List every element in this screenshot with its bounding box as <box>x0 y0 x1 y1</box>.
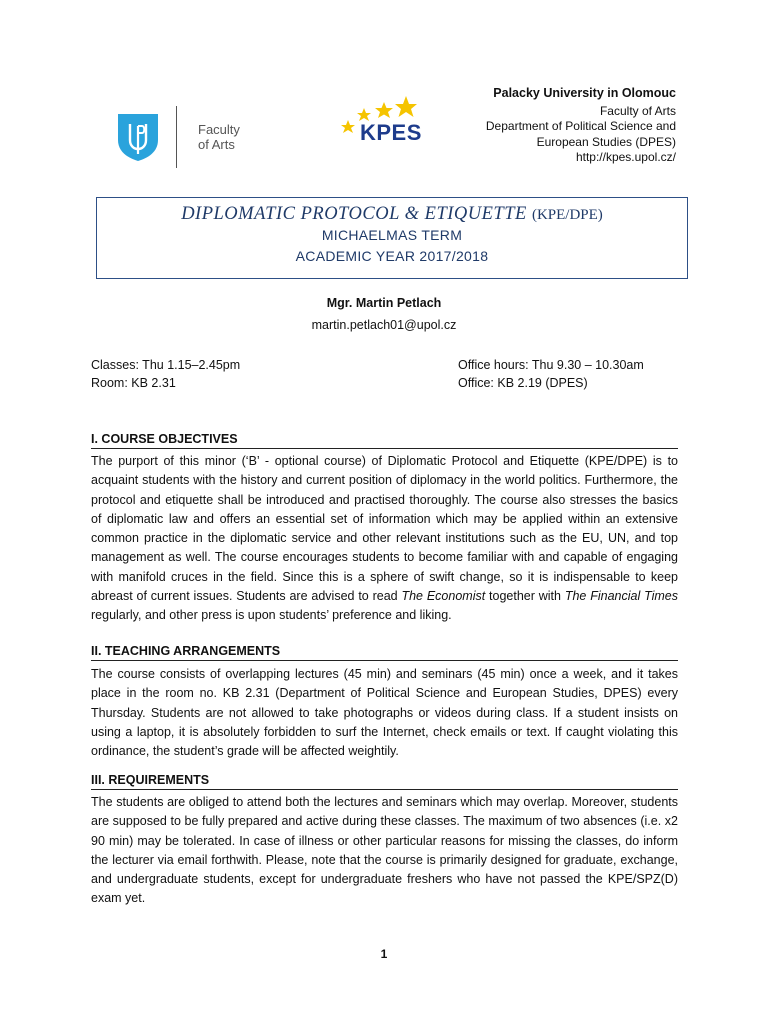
section-text-objectives: The purport of this minor (‘B’ - optional course) of Diplomatic Protocol and Etiquette (KPE/DPE) is to acquaint students with the history and current position of diplomacy in the world politics. Furthermore, the protocol and etiquette shall be introduced and practised thoroughly. The course also stresses the basics of diplomatic law and offers an essential set of information which may be applied within an extensive common practice in the diplomatic service and other relevant institutions such as the EU, UN, and top management as well. The course encourages students to become familiar with and capable of engaging with manifold cruces in the field. Since this is a sphere of swift change, so it is indispensable to keep abreast of current issues. Students are advised to read The Economist together with The Financial Times regularly, and other press is upon students’ preference and liking. <box>91 454 678 623</box>
course-title-box <box>96 197 688 279</box>
office-hours: Office hours: Thu 9.30 – 10.30am <box>458 358 644 372</box>
section-text-requirements: The students are obliged to attend both the lectures and seminars which may overlap. Moreover, students are supposed to be fully prepared and active during these classes. The maximum of two absences (i.e. x2 90 min) may be tolerated. In case of illness or other particular reasons for missing the classes, do inform the lecturer via email forthwith. Please, note that the course is primarily designed for graduate, exchange, and undergraduate students, except for undergraduate freshers who have not passed the KPE/SPZ(D) exam yet. <box>91 795 678 906</box>
academic-year: ACADEMIC YEAR 2017/2018 <box>295 248 489 264</box>
logo-divider <box>176 106 177 168</box>
faculty-name: Faculty of Arts <box>599 103 676 118</box>
lecturer-name: Mgr. Martin Petlach <box>326 296 442 310</box>
section-heading-requirements: III. REQUIREMENTS <box>91 773 678 790</box>
department-line-1: Department of Political Science and <box>485 119 676 133</box>
classes-time: Classes: Thu 1.15–2.45pm <box>91 358 241 372</box>
section-heading-objectives: I. COURSE OBJECTIVES <box>91 432 678 449</box>
upol-shield-logo-icon <box>116 112 160 162</box>
office-schedule <box>458 356 644 392</box>
section-text-teaching: The course consists of overlapping lectures (45 min) and seminars (45 min) once a week, and it takes place in the room no. KB 2.31 (Department of Political Science and European Studies, DPES) every Thursday. Students are not allowed to take photographs or videos during class. If a student insists on using a laptop, it is absolutely forbidden to surf the Internet, check emails or text. If caught violating this ordinance, the student’s grade will be affected weightily. <box>91 667 678 759</box>
department-url-link[interactable]: http://kpes.upol.cz/ <box>575 150 676 164</box>
course-title <box>97 204 687 225</box>
section-heading-teaching: II. TEACHING ARRANGEMENTS <box>91 644 678 661</box>
classes-room: Room: KB 2.31 <box>91 376 176 390</box>
class-schedule <box>91 356 240 392</box>
department-line-2: European Studies (DPES) <box>536 134 676 149</box>
course-code: (KPE/DPE) <box>531 207 603 223</box>
university-name: Palacky University in Olomouc <box>493 86 676 100</box>
course-name: DIPLOMATIC PROTOCOL & ETIQUETTE <box>181 204 527 224</box>
lecturer-email-link[interactable]: martin.petlach01@upol.cz <box>311 318 457 332</box>
faculty-logo-text: Faculty of Arts <box>198 122 240 152</box>
page-number: 1 <box>380 947 388 961</box>
kpes-logo-text: KPES <box>360 120 422 145</box>
financial-times-title: The Financial Times <box>564 589 678 604</box>
course-term: MICHAELMAS TERM <box>321 227 463 243</box>
institution-block <box>486 86 676 166</box>
office-room: Office: KB 2.19 (DPES) <box>458 376 588 390</box>
economist-title: The Economist <box>401 589 486 604</box>
